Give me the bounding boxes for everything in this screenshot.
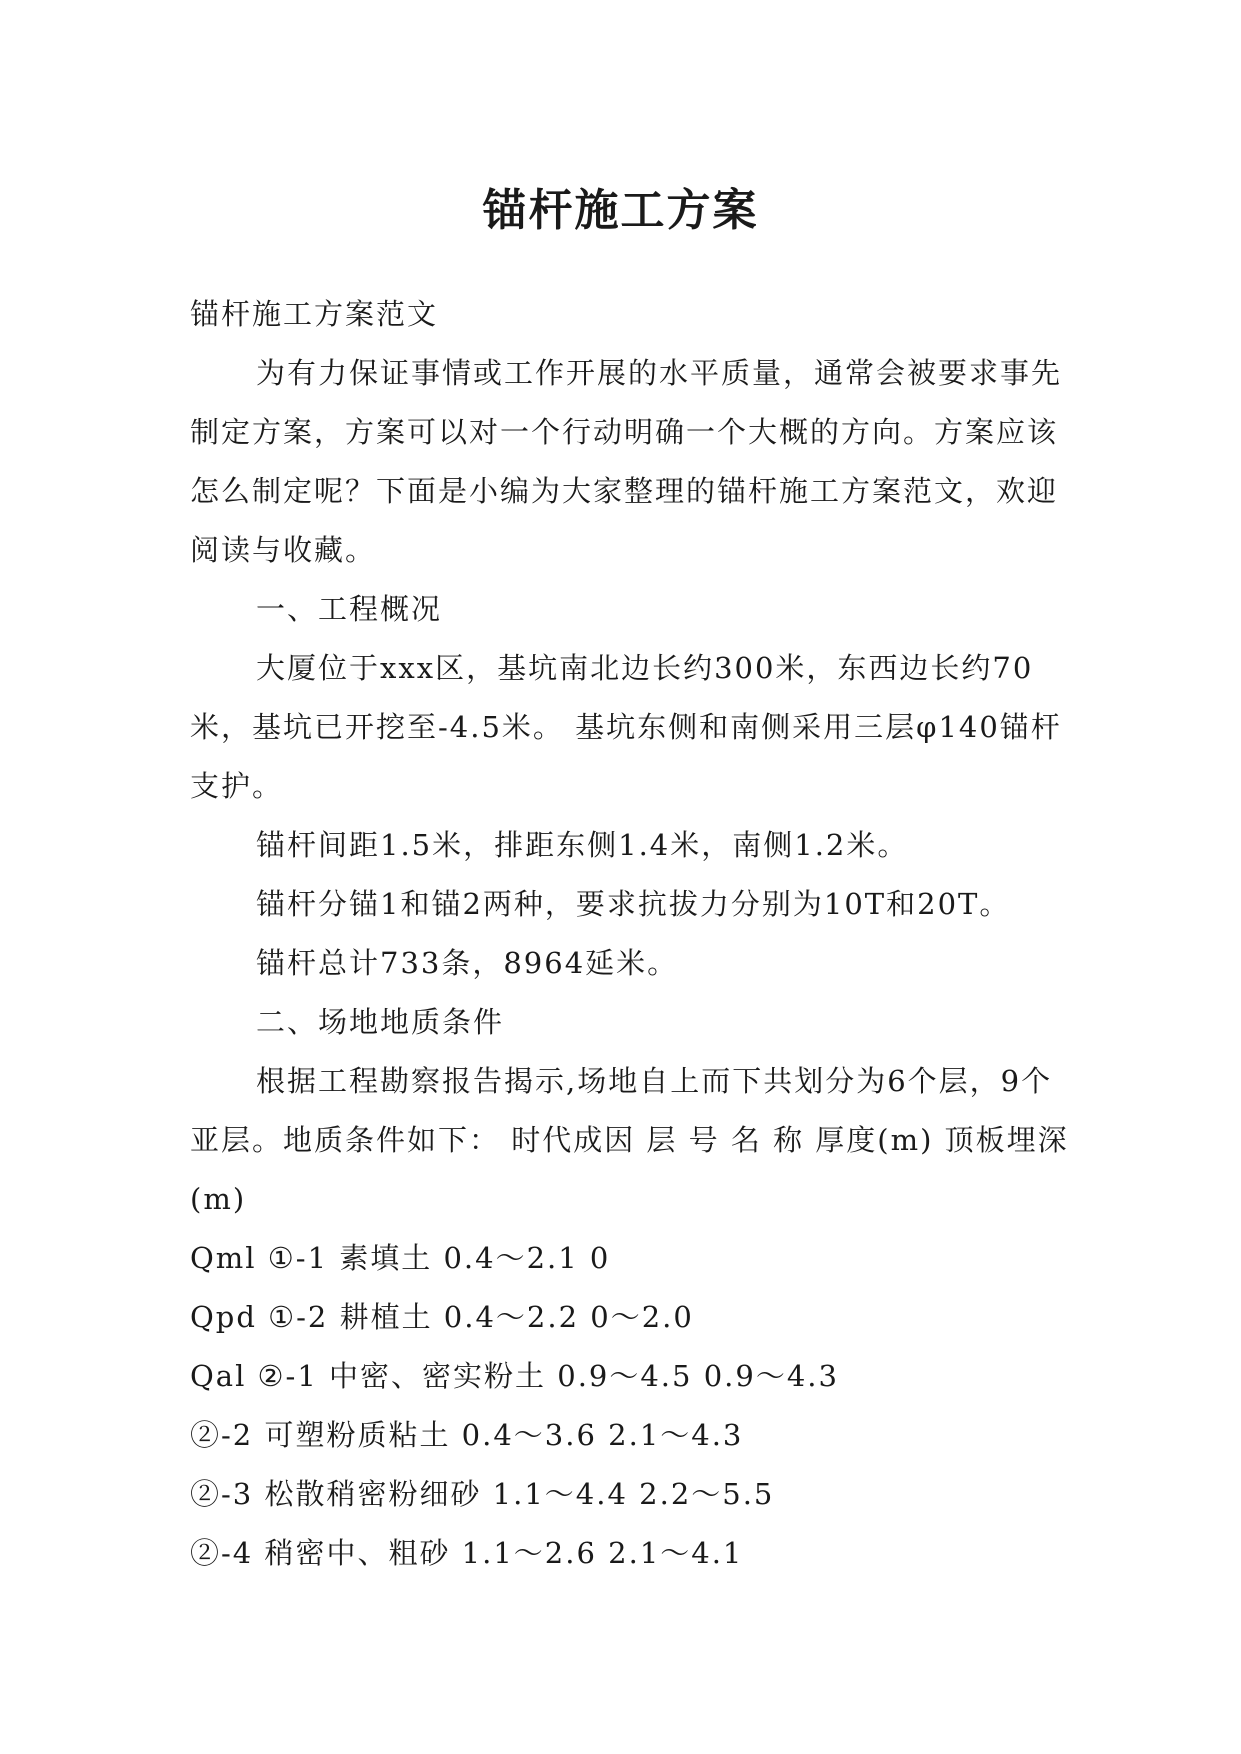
geology-row: ②-3 松散稍密粉细砂 1.1～4.4 2.2～5.5 xyxy=(190,1477,775,1511)
subtitle-paragraph: 锚杆施工方案范文 xyxy=(190,297,439,331)
overview-paragraph: 大厦位于xxx区，基坑南北边长约300米，东西边长约70米，基坑已开挖至-4.5米。 基坑东侧和南侧采用三层φ140锚杆支护。 xyxy=(190,651,1062,803)
spacing-paragraph: 锚杆间距1.5米，排距东侧1.4米，南侧1.2米。 xyxy=(256,828,909,862)
anchor-total-paragraph: 锚杆总计733条，8964延米。 xyxy=(256,946,679,980)
document-title: 锚杆施工方案 xyxy=(482,185,759,237)
geology-row: Qpd ①-2 耕植土 0.4～2.2 0～2.0 xyxy=(190,1300,694,1334)
geology-row: Qml ①-1 素填土 0.4～2.1 0 xyxy=(190,1241,611,1275)
document-body xyxy=(190,285,1070,1583)
anchor-types-paragraph: 锚杆分锚1和锚2两种，要求抗拔力分别为10T和20T。 xyxy=(256,887,1011,921)
section-heading-overview: 一、工程概况 xyxy=(256,592,443,626)
geology-row: Qal ②-1 中密、密实粉土 0.9～4.5 0.9～4.3 xyxy=(190,1359,839,1393)
section-heading-geology: 二、场地地质条件 xyxy=(256,1005,505,1039)
geology-paragraph: 根据工程勘察报告揭示,场地自上而下共划分为6个层，9个亚层。地质条件如下： 时代成因 层 号 名 称 厚度(m) 顶板埋深(m) xyxy=(190,1064,1069,1216)
geology-row: ②-2 可塑粉质粘土 0.4～3.6 2.1～4.3 xyxy=(190,1418,744,1452)
geology-row: ②-4 稍密中、粗砂 1.1～2.6 2.1～4.1 xyxy=(190,1536,744,1570)
intro-paragraph: 为有力保证事情或工作开展的水平质量，通常会被要求事先制定方案，方案可以对一个行动明确一个大概的方向。方案应该怎么制定呢？下面是小编为大家整理的锚杆施工方案范文，欢迎阅读与收藏。 xyxy=(190,356,1063,567)
